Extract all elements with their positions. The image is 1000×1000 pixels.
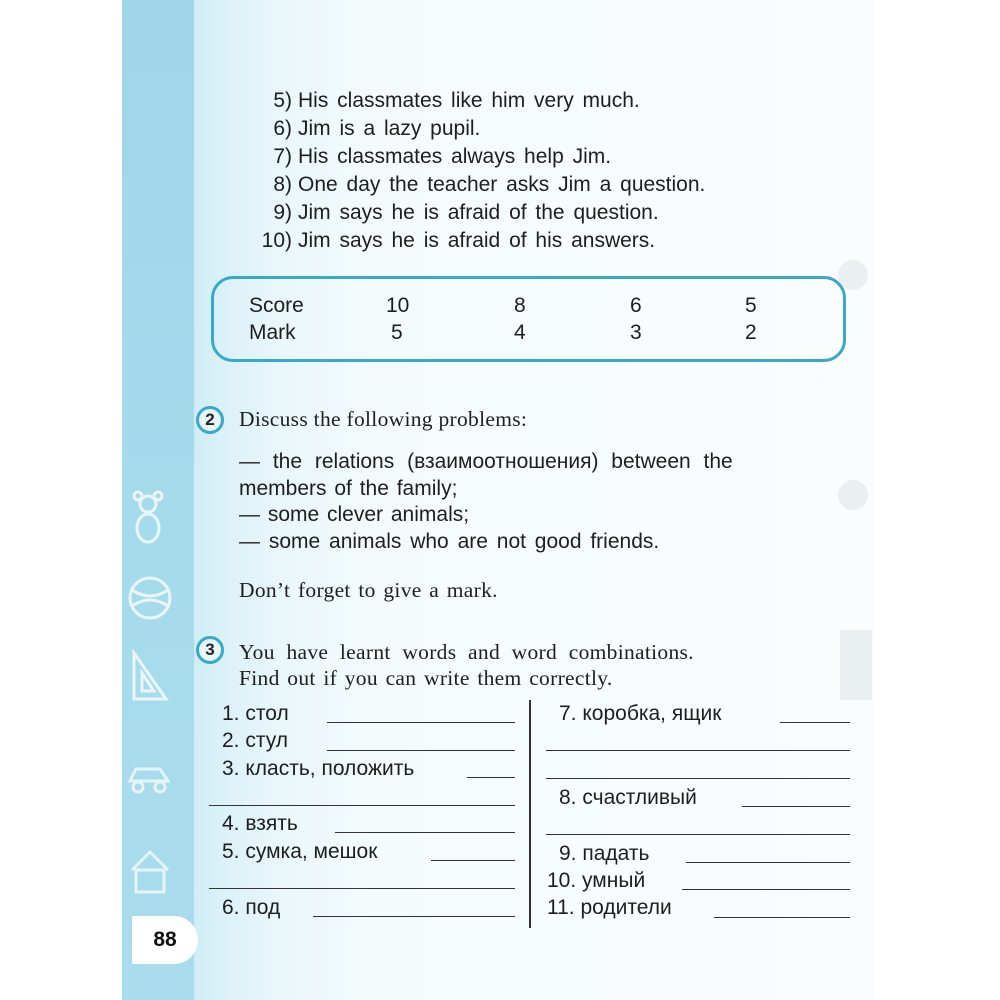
- list-item: 10) Jim says he is afraid of his answers.: [261, 229, 656, 252]
- vocabulary-word: 9. падать: [559, 842, 650, 865]
- answer-line[interactable]: [209, 805, 515, 806]
- vocabulary-word: 6. под: [222, 896, 281, 919]
- vocabulary-word: 11. родители: [547, 896, 672, 919]
- exercise-instruction: Find out if you can write them correctly.: [239, 666, 613, 690]
- house-icon: [122, 840, 192, 900]
- exercise-instruction: Discuss the following problems:: [239, 407, 528, 431]
- score-value: 8: [514, 294, 526, 317]
- answer-line[interactable]: [780, 722, 850, 723]
- answer-line[interactable]: [546, 778, 850, 779]
- exercise-reminder: Don’t forget to give a mark.: [239, 578, 498, 602]
- exercise-number-badge: 3: [196, 636, 224, 664]
- answer-line[interactable]: [742, 806, 850, 807]
- vocabulary-word: 10. умный: [547, 869, 646, 892]
- answer-line[interactable]: [467, 777, 515, 778]
- answer-line[interactable]: [209, 888, 515, 889]
- answer-line[interactable]: [546, 750, 850, 751]
- list-item: 6) Jim is a lazy pupil.: [273, 117, 481, 140]
- answer-line[interactable]: [686, 862, 850, 863]
- answer-line[interactable]: [546, 834, 850, 835]
- decorative-margin-strip: [122, 0, 194, 1000]
- answer-line[interactable]: [714, 917, 850, 918]
- exercise-number-badge: 2: [196, 406, 224, 434]
- list-item: 9) Jim says he is afraid of the question.: [273, 201, 659, 224]
- vocabulary-word: 4. взять: [222, 812, 298, 835]
- mark-value: 5: [391, 321, 403, 344]
- vocabulary-word: 1. стол: [222, 702, 289, 725]
- vocabulary-word: 3. класть, положить: [222, 757, 415, 780]
- answer-line[interactable]: [327, 722, 515, 723]
- page-number: 88: [132, 916, 198, 964]
- vocabulary-word: 5. сумка, мешок: [222, 840, 378, 863]
- score-value: 5: [745, 294, 757, 317]
- mark-value: 2: [745, 321, 757, 344]
- vocabulary-word: 7. коробка, ящик: [559, 702, 722, 725]
- score-mark-table: [211, 276, 846, 362]
- column-divider: [529, 700, 531, 928]
- list-item: 5) His classmates like him very much.: [273, 89, 640, 112]
- exercise-instruction: You have learnt words and word combinations.: [239, 640, 694, 664]
- vocabulary-word: 8. счастливый: [559, 786, 697, 809]
- answer-line[interactable]: [335, 832, 515, 833]
- show-through-mark: [840, 630, 872, 700]
- list-item: — some animals who are not good friends.: [239, 530, 660, 553]
- mark-label: Mark: [249, 321, 296, 344]
- vocabulary-word: 2. стул: [222, 729, 289, 752]
- score-value: 6: [630, 294, 642, 317]
- list-item: 8) One day the teacher asks Jim a question.: [273, 173, 706, 196]
- triangle-ruler-icon: [122, 645, 192, 705]
- answer-line[interactable]: [327, 750, 515, 751]
- list-item: — some clever animals;: [239, 503, 470, 526]
- mark-value: 3: [630, 321, 642, 344]
- answer-line[interactable]: [682, 889, 850, 890]
- list-item: 7) His classmates always help Jim.: [273, 145, 612, 168]
- ball-icon: [122, 570, 192, 630]
- score-label: Score: [249, 294, 304, 317]
- mark-value: 4: [514, 321, 526, 344]
- answer-line[interactable]: [431, 860, 515, 861]
- answer-line[interactable]: [313, 916, 515, 917]
- show-through-mark: [838, 480, 868, 510]
- list-item: — the relations (взаимоотношения) between the: [239, 450, 733, 473]
- list-item: members of the family;: [239, 477, 458, 500]
- score-value: 10: [386, 294, 410, 317]
- teddy-bear-icon: [122, 490, 192, 550]
- toy-car-icon: [122, 745, 192, 805]
